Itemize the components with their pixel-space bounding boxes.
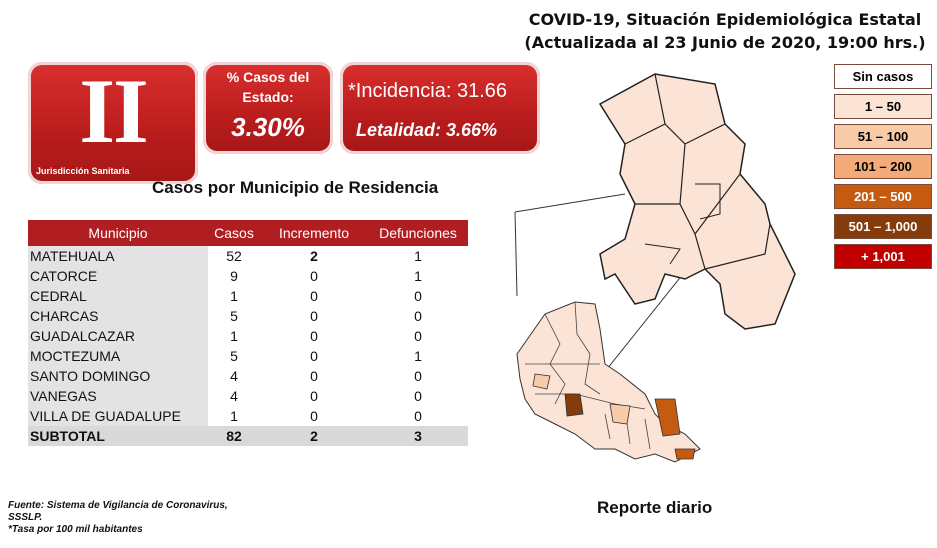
table-row [28, 266, 468, 286]
total-defunciones: 3 [414, 428, 422, 444]
state-full-map [517, 302, 700, 462]
row-casos: 4 [230, 368, 238, 384]
row-municipio: CATORCE [28, 266, 208, 286]
table-header [28, 220, 468, 246]
header-casos: Casos [214, 225, 254, 241]
table-row [28, 386, 468, 406]
table-total-row [28, 426, 468, 446]
table-row [28, 246, 468, 266]
row-defunciones: 1 [414, 348, 422, 364]
municipio-high [675, 449, 695, 459]
row-incremento: 0 [310, 328, 318, 344]
row-municipio: VILLA DE GUADALUPE [28, 406, 208, 426]
row-municipio: GUADALCAZAR [28, 326, 208, 346]
row-municipio: MATEHUALA [28, 246, 208, 266]
row-incremento: 0 [310, 408, 318, 424]
row-casos: 5 [230, 348, 238, 364]
municipio-medium [533, 374, 550, 389]
title-line-1: COVID-19, Situación Epidemiológica Estatal [528, 10, 922, 29]
row-casos: 4 [230, 388, 238, 404]
row-incremento: 0 [310, 388, 318, 404]
source-note [8, 500, 308, 536]
jurisdiction-outline [600, 74, 795, 329]
total-casos: 82 [226, 428, 242, 444]
row-incremento: 2 [310, 248, 318, 264]
row-defunciones: 0 [414, 288, 422, 304]
legend-item-sin-casos: Sin casos [834, 64, 932, 89]
legend-item-51-100: 51 – 100 [834, 124, 932, 149]
row-defunciones: 0 [414, 408, 422, 424]
jurisdiction-label: Jurisdicción Sanitaria [36, 166, 130, 176]
page-title [520, 8, 930, 54]
row-incremento: 0 [310, 308, 318, 324]
row-defunciones: 1 [414, 268, 422, 284]
row-incremento: 0 [310, 348, 318, 364]
row-defunciones: 0 [414, 328, 422, 344]
header-incremento: Incremento [278, 225, 350, 241]
municipio-high [565, 394, 583, 416]
header-defunciones: Defunciones [379, 225, 457, 241]
source-line-2: SSSLP. [8, 512, 43, 523]
table-row [28, 366, 468, 386]
percent-cases-label: % Casos del Estado: [226, 69, 310, 105]
row-casos: 1 [230, 328, 238, 344]
section-heading: Casos por Municipio de Residencia [152, 178, 439, 197]
header-municipio: Municipio [88, 225, 148, 241]
table-row [28, 286, 468, 306]
legend-item-501-1000: 501 – 1,000 [834, 214, 932, 239]
row-defunciones: 0 [414, 308, 422, 324]
jurisdiction-number: II [79, 60, 147, 162]
total-label: SUBTOTAL [28, 426, 208, 446]
row-incremento: 0 [310, 268, 318, 284]
percent-cases-value: 3.30% [231, 112, 305, 142]
incidence-text: *Incidencia: 31.66 [348, 80, 508, 102]
row-defunciones: 1 [414, 248, 422, 264]
title-line-2: (Actualizada al 23 Junio de 2020, 19:00 hrs.) [524, 33, 926, 52]
legend-item-1001-plus: + 1,001 [834, 244, 932, 269]
municipio-medium [610, 404, 630, 424]
row-municipio: MOCTEZUMA [28, 346, 208, 366]
row-municipio: SANTO DOMINGO [28, 366, 208, 386]
total-incremento: 2 [310, 428, 318, 444]
row-casos: 52 [226, 248, 242, 264]
legend-item-201-500: 201 – 500 [834, 184, 932, 209]
row-defunciones: 0 [414, 368, 422, 384]
rate-note: *Tasa por 100 mil habitantes [8, 524, 143, 535]
row-defunciones: 0 [414, 388, 422, 404]
source-line-1: Fuente: Sistema de Vigilancia de Coronavirus, [8, 500, 228, 511]
report-label: Reporte diario [597, 498, 713, 517]
table-row [28, 326, 468, 346]
jurisdiction-zoom-map [600, 74, 795, 329]
row-casos: 9 [230, 268, 238, 284]
row-incremento: 0 [310, 368, 318, 384]
row-municipio: VANEGAS [28, 386, 208, 406]
letalidad-text: Letalidad: 3.66% [356, 120, 498, 140]
map-connector-left [515, 212, 517, 296]
map-connector-top [515, 194, 625, 212]
row-casos: 1 [230, 408, 238, 424]
legend-item-101-200: 101 – 200 [834, 154, 932, 179]
row-casos: 5 [230, 308, 238, 324]
legend-item-1-50: 1 – 50 [834, 94, 932, 119]
table-row [28, 406, 468, 426]
row-incremento: 0 [310, 288, 318, 304]
table-row [28, 346, 468, 366]
state-map [505, 64, 805, 464]
row-casos: 1 [230, 288, 238, 304]
table-body [28, 246, 468, 426]
cases-table [28, 220, 468, 446]
table-row [28, 306, 468, 326]
row-municipio: CEDRAL [28, 286, 208, 306]
row-municipio: CHARCAS [28, 306, 208, 326]
